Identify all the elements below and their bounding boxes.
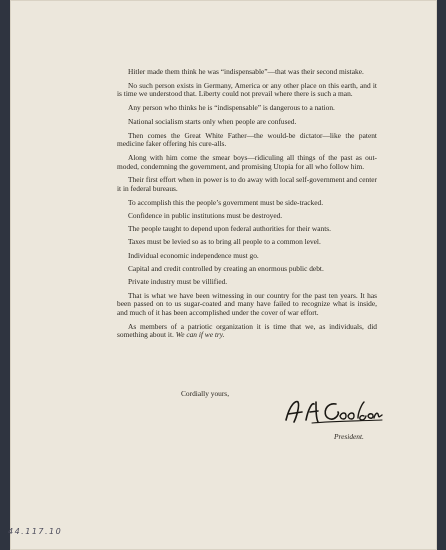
catalog-number: 44.117.10 xyxy=(8,527,63,536)
paragraph: Taxes must be levied so as to bring all people to a common level. xyxy=(128,237,321,247)
signature xyxy=(278,396,388,426)
paragraph: Along with him come the smear boys—ridiculing all things of the past as out-moded, condemning the government, and promising Utopia for all who follow him. xyxy=(117,153,377,171)
paragraph: As members of a patriotic organization it is time that we, as individuals, did something about it. We can if we try. xyxy=(117,321,377,340)
paragraph: Private industry must be villified. xyxy=(128,276,228,286)
signatory-role: President. xyxy=(334,432,364,441)
paragraph: National socialism starts only when people are confused. xyxy=(128,116,297,126)
paragraph: To accomplish this the people’s government must be side-tracked. xyxy=(128,197,324,207)
paragraph: Then comes the Great White Father—the would-be dictator—like the patent medicine faker offering his cure-alls. xyxy=(117,130,377,149)
paragraph: That is what we have been witnessing in our country for the past ten years. It has been passed on to us sugar-coated and many have failed to recognize what is inside, and much of it has been accomplished under the cover of war effort. xyxy=(117,290,377,317)
letter-body xyxy=(117,68,377,345)
paragraph: The people taught to depend upon federal authorities for their wants. xyxy=(128,224,331,234)
paragraph: Capital and credit controlled by creating an enormous public debt. xyxy=(128,263,324,273)
emphasis-text: We can if we try. xyxy=(175,330,225,340)
paragraph: Hitler made them think he was “indispensable”—that was their second mistake. xyxy=(128,67,364,76)
paragraph: No such person exists in Germany, America or any other place on this earth, and it is time we understood that. Liberty could not prevail where there is such a man. xyxy=(117,80,377,99)
paragraph: Their first effort when in power is to do away with local self-government and center it in federal bureaus. xyxy=(117,175,377,194)
paragraph: Individual economic independence must go. xyxy=(128,250,259,260)
closing: Cordially yours, xyxy=(181,389,230,398)
paragraph: Confidence in public institutions must be destroyed. xyxy=(128,211,283,221)
letter-page xyxy=(10,0,437,550)
paragraph: Any person who thinks he is “indispensable” is dangerous to a nation. xyxy=(128,103,335,113)
